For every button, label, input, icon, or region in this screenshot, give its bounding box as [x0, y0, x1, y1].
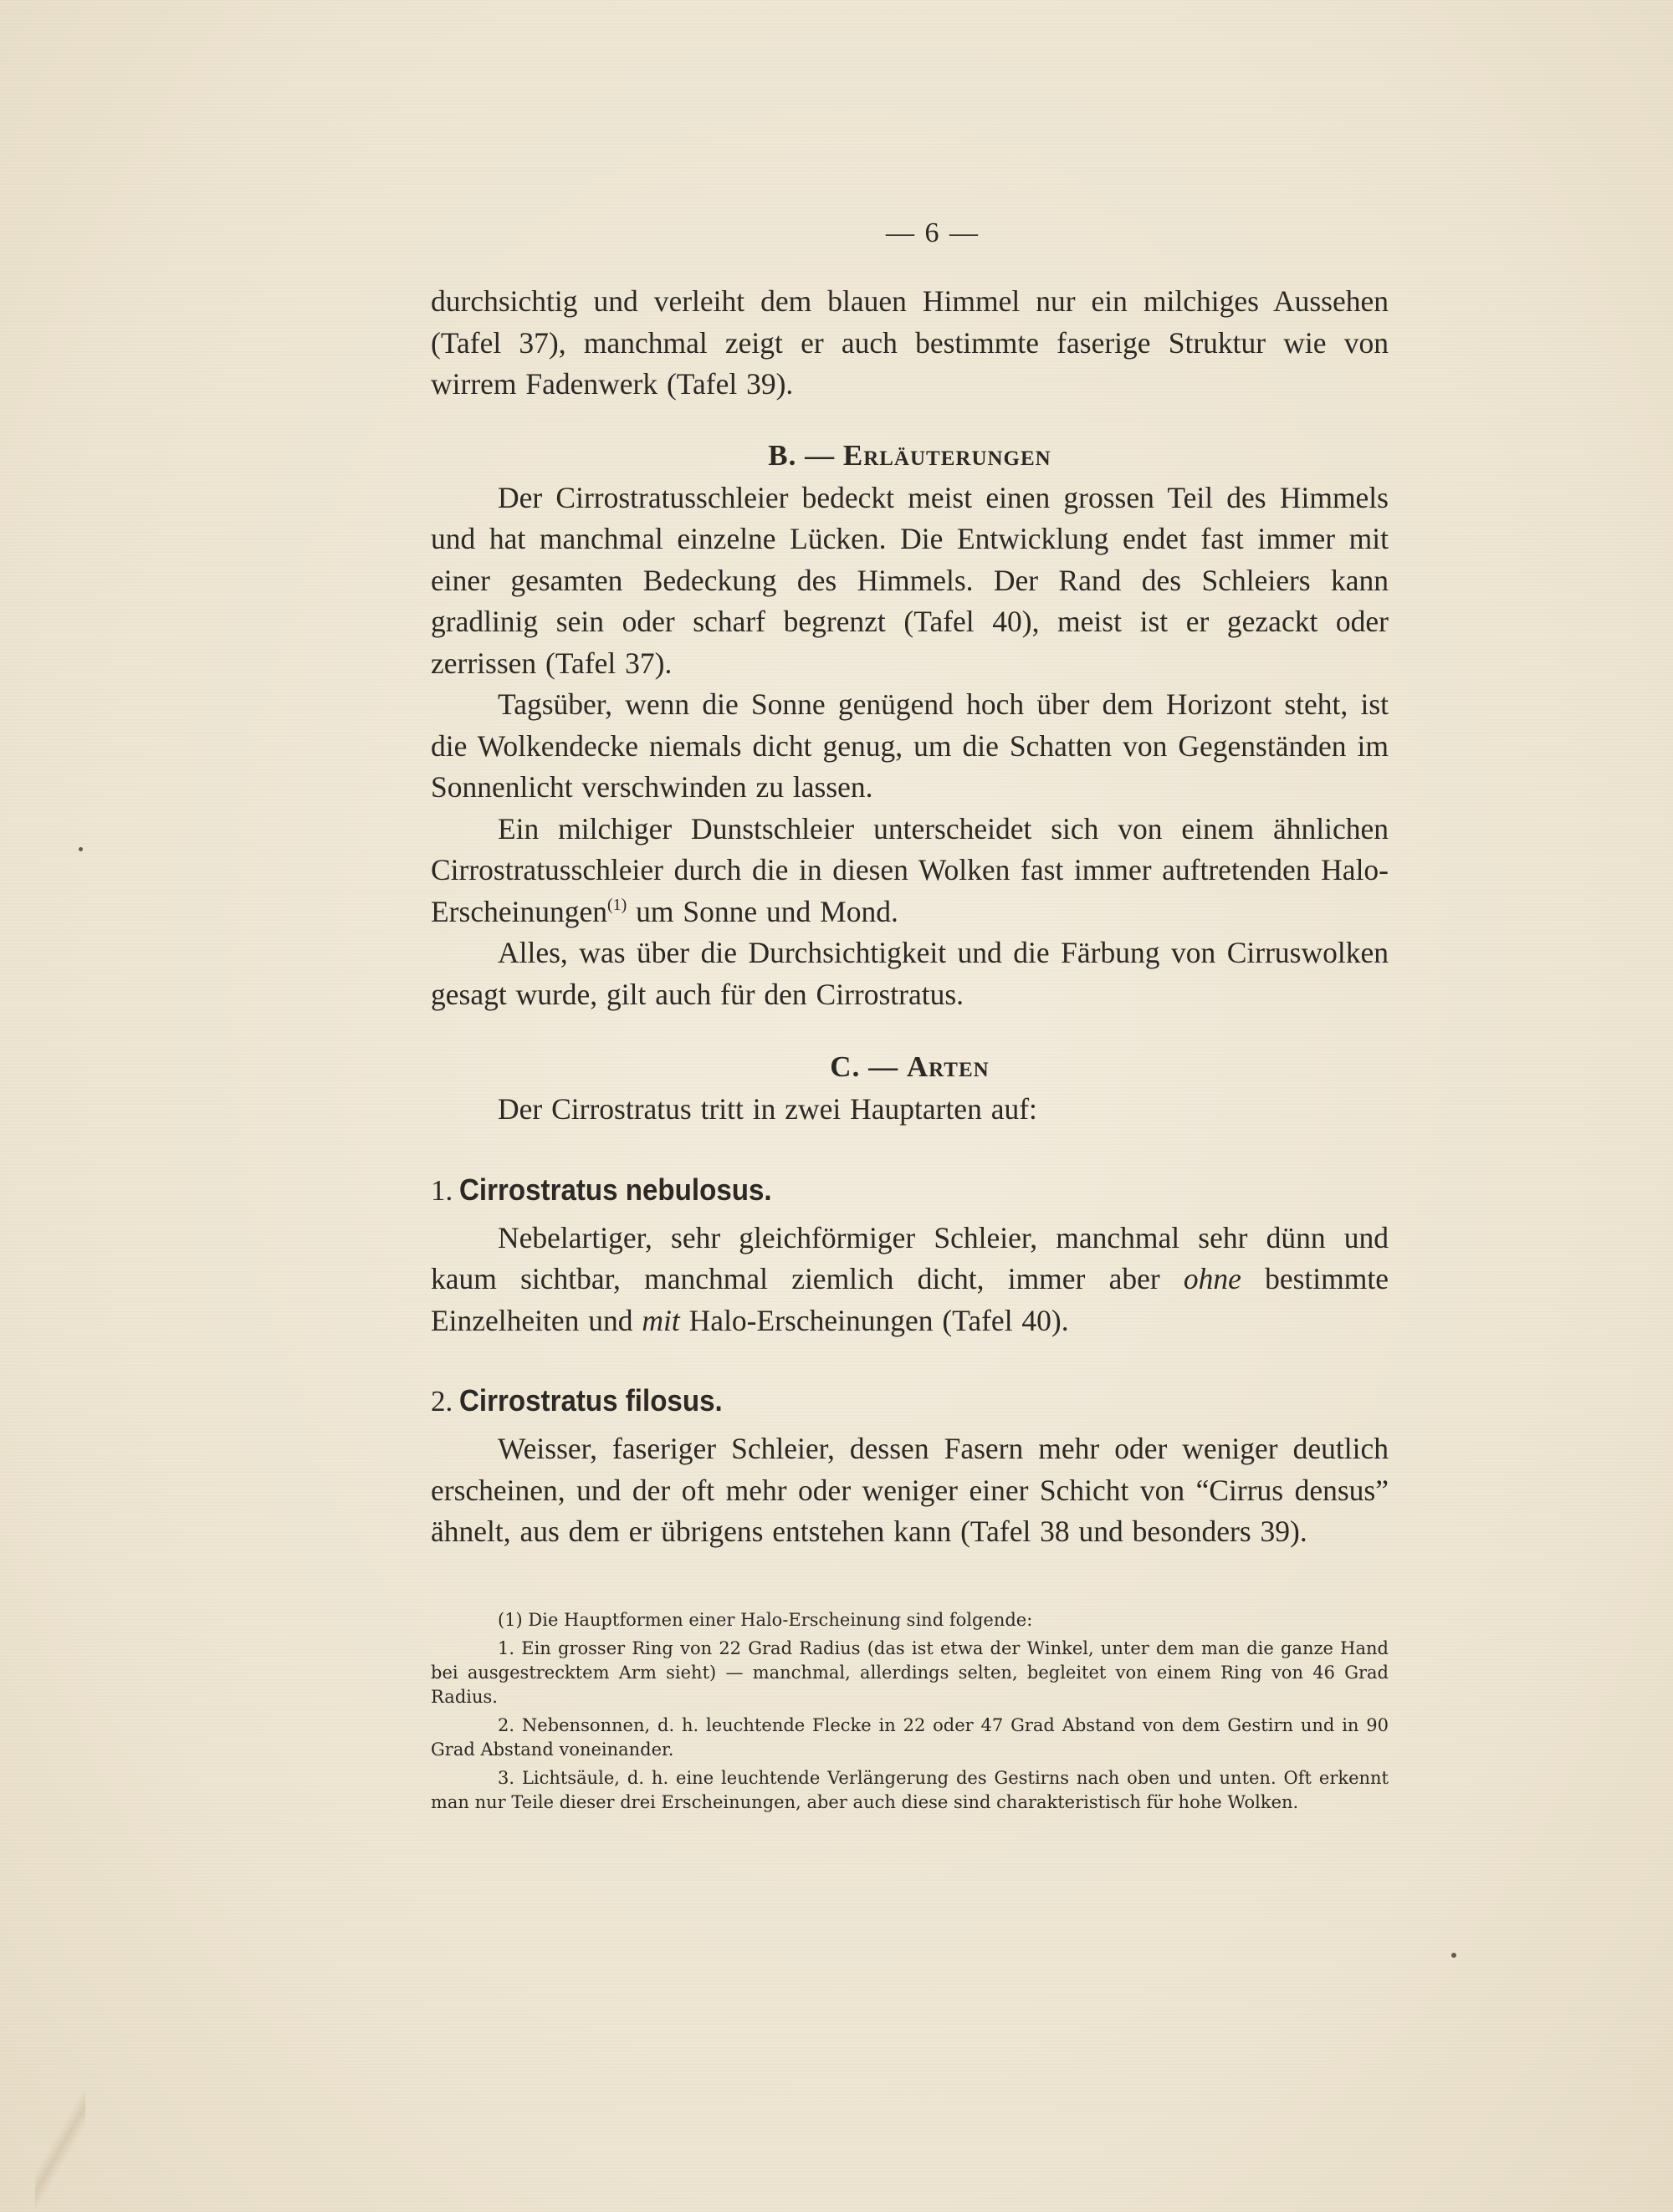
- paragraph-text: um Sonne und Mond.: [627, 894, 898, 928]
- footnote-lead: (1) Die Hauptformen einer Halo-Erscheinung sind folgende:: [498, 1609, 1033, 1630]
- section-b-paragraph-3: [431, 809, 1389, 933]
- intro-paragraph: durchsichtig und verleiht dem blauen Himmel nur ein milchiges Aussehen (Tafel 37), manchmal zeigt er auch bestimmte faserige Struktur wie von wirrem Fadenwerk (Tafel 39).: [431, 284, 1389, 401]
- section-c-intro: Der Cirrostratus tritt in zwei Hauptarten auf:: [498, 1092, 1037, 1126]
- species-2-description: Weisser, faseriger Schleier, dessen Fasern mehr oder weniger deutlich erscheinen, und der oft mehr oder weniger einer Schicht von “Cirrus densus” ähnelt, aus dem er übrigens entstehen kann (Tafel 38 und besonders 39).: [431, 1432, 1389, 1548]
- paragraph-text: Ein milchiger Dunstschleier unterscheidet sich von einem ähnlichen Cirrostratusschleier durch die in diesen Wolken fast immer auftretenden Halo-Erscheinungen: [431, 811, 1389, 928]
- emphasis-mit: mit: [642, 1303, 680, 1337]
- footnote-item: 1. Ein grosser Ring von 22 Grad Radius (das ist etwa der Winkel, unter dem man die ganze Hand bei ausgestrecktem Arm sieht) — manchmal, allerdings selten, begleitet von einem Ring von 46 Grad Radius.: [431, 1637, 1389, 1707]
- species-number: 2.: [431, 1385, 453, 1418]
- paper-blemish: [79, 847, 83, 851]
- section-b-prefix: B. —: [768, 438, 843, 472]
- section-b-paragraph-4: Alles, was über die Durchsichtigkeit und die Färbung von Cirruswolken gesagt wurde, gilt auch für den Cirrostratus.: [431, 936, 1389, 1011]
- emphasis-ohne: ohne: [1183, 1262, 1241, 1295]
- section-b-heading: [431, 439, 1389, 473]
- paragraph-text: Halo-Erscheinungen (Tafel 40).: [679, 1303, 1069, 1337]
- footnote-item: 2. Nebensonnen, d. h. leuchtende Flecke in 22 oder 47 Grad Abstand von dem Gestirn und in 90 Grad Abstand voneinander.: [431, 1714, 1389, 1760]
- section-c-heading: [431, 1050, 1389, 1084]
- species-name: Cirrostratus nebulosus.: [459, 1172, 772, 1207]
- section-b-paragraph-1: Der Cirrostratusschleier bedeckt meist einen grossen Teil des Himmels und hat manchmal einzelne Lücken. Die Entwicklung endet fast immer mit einer gesamten Bedeckung des Himmels. Der Rand des Schleiers kann gradlinig sein oder scharf begrenzt (Tafel 40), meist ist er gezackt oder zerrissen (Tafel 37).: [431, 480, 1389, 680]
- page-number: — 6 —: [886, 217, 980, 248]
- footnote-marker: (1): [606, 895, 627, 914]
- species-1-description: [431, 1218, 1389, 1342]
- section-c-title: Arten: [906, 1050, 990, 1083]
- species-number: 1.: [431, 1173, 453, 1207]
- paragraph-text: bestimmte Einzelheiten und: [431, 1262, 1389, 1337]
- paper-blemish: [1451, 1953, 1456, 1958]
- footnote-item: 3. Lichtsäule, d. h. eine leuchtende Verlängerung des Gestirns nach oben und unten. Oft erkennt man nur Teile dieser drei Erscheinungen, aber auch diese sind charakteristisch für hohe Wolken.: [431, 1767, 1389, 1812]
- section-c-prefix: C. —: [830, 1050, 907, 1083]
- species-heading-2: [431, 1383, 1389, 1418]
- footnotes: [431, 1608, 1389, 1815]
- section-b-paragraph-2: Tagsüber, wenn die Sonne genügend hoch über dem Horizont steht, ist die Wolkendecke niemals dicht genug, um die Schatten von Gegenständen im Sonnenlicht verschwinden zu lassen.: [431, 687, 1389, 804]
- species-name: Cirrostratus filosus.: [459, 1383, 723, 1418]
- species-heading-1: [431, 1172, 1389, 1208]
- paragraph-text: Nebelartiger, sehr gleichförmiger Schleier, manchmal sehr dünn und kaum sichtbar, manchmal ziemlich dicht, immer aber: [431, 1220, 1389, 1295]
- paper-crease: [35, 2091, 85, 2208]
- section-b-title: Erläuterungen: [842, 438, 1051, 472]
- page-content: [431, 217, 1389, 1819]
